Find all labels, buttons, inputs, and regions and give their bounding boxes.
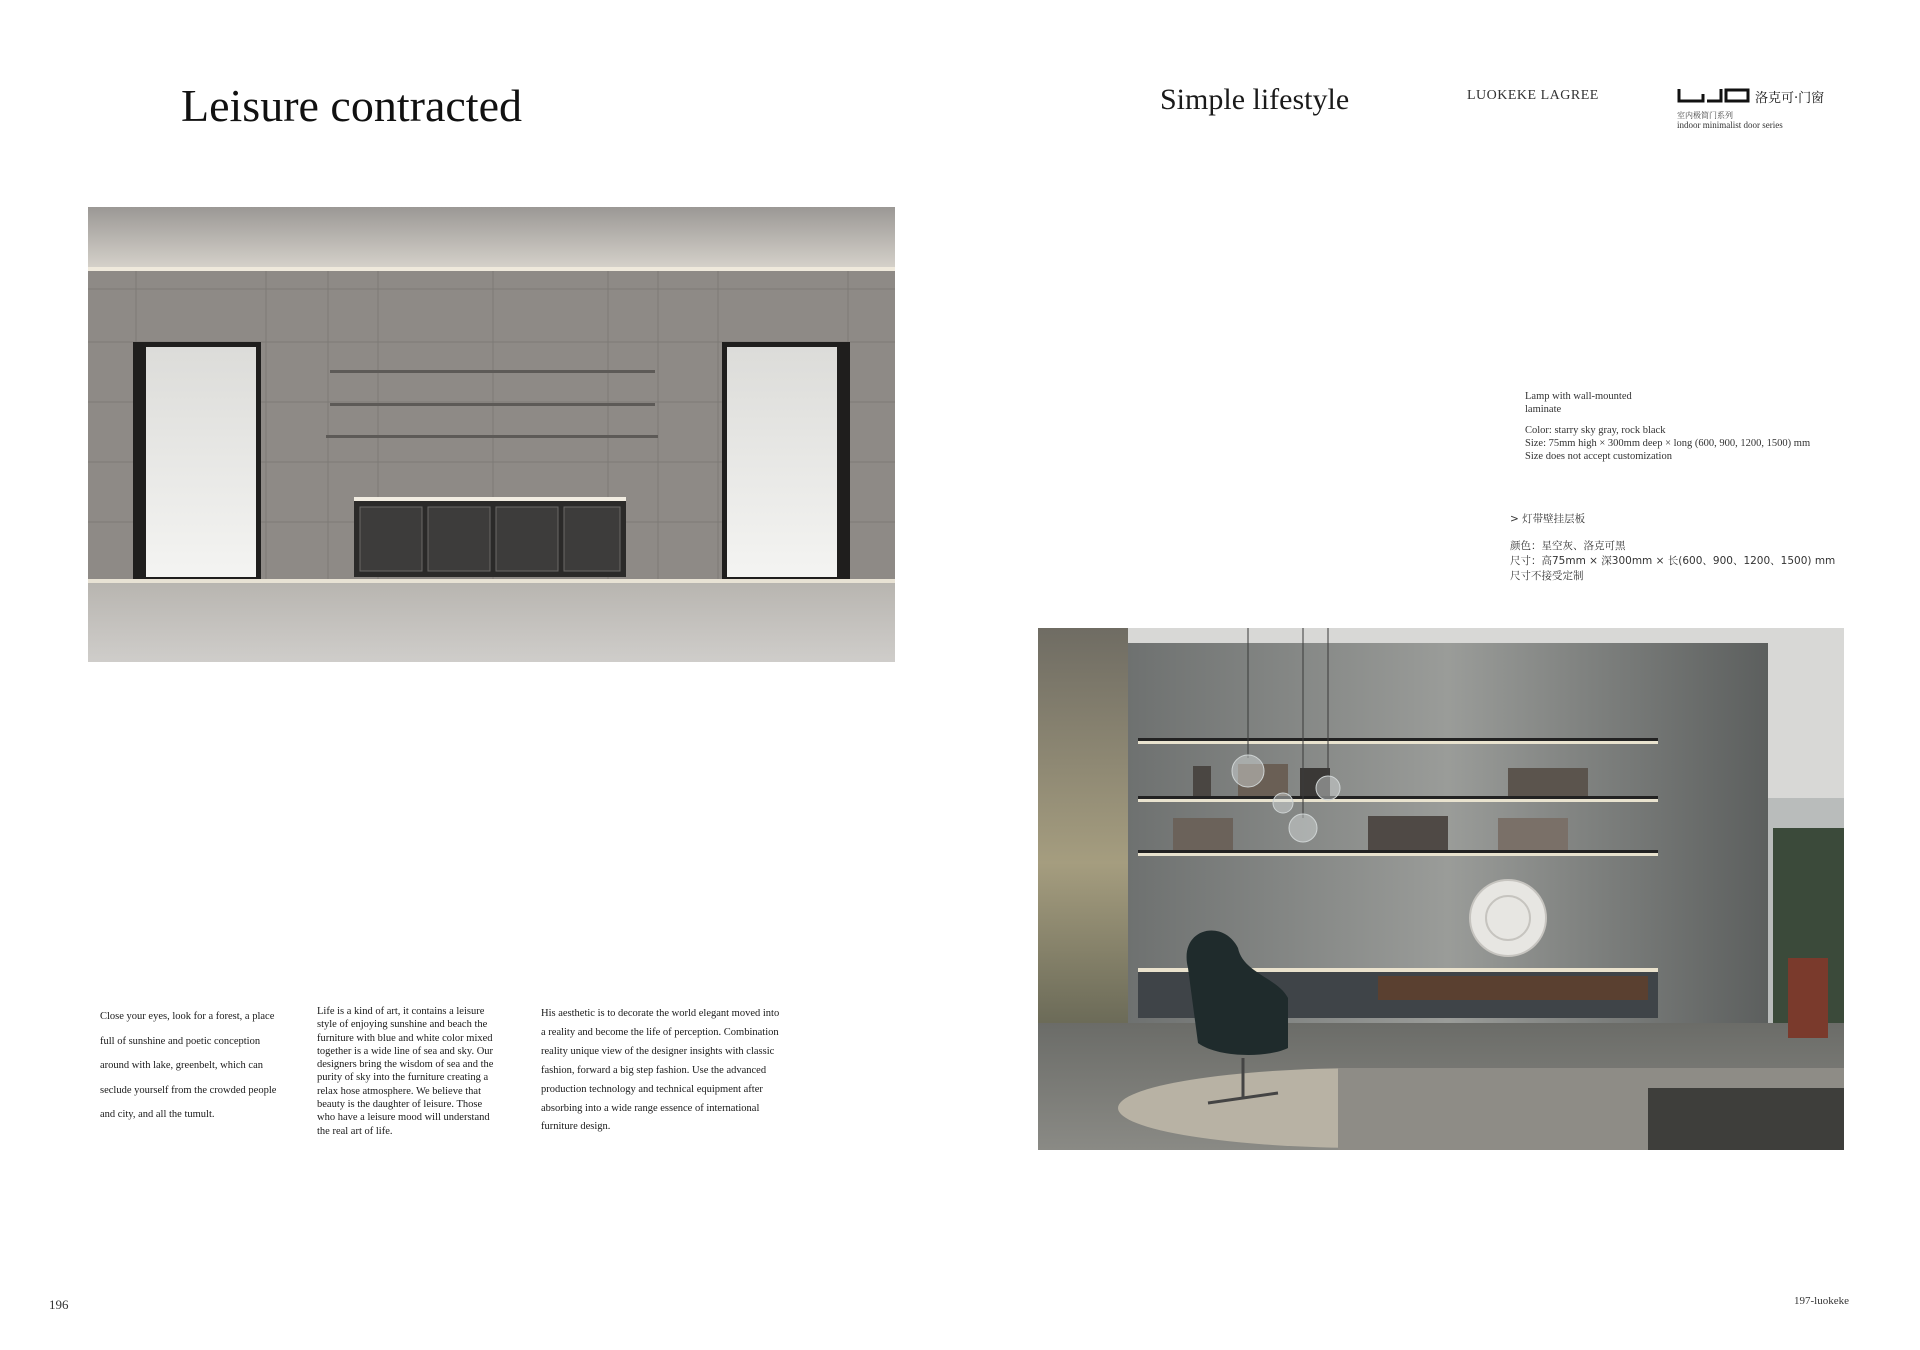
page-title-simple-lifestyle: Simple lifestyle [1160,83,1350,116]
product-spec-chinese [1510,512,1850,584]
body-column-3 [541,1005,786,1137]
spec-note: Size does not accept customization [1525,451,1672,462]
page-title-leisure-contracted: Leisure contracted [181,80,522,131]
spec-color: Color: starry sky gray, rock black [1525,425,1666,436]
paragraph-3: His aesthetic is to decorate the world elegant moved into a reality and become the life of perception. Combination reality unique view of the designer insights with classic fashion, forward a big step fashion. Use the advanced production technology and technical equipment after absorbing into a wide range essence of international furniture design. [541,1008,780,1133]
brand-name: LUOKEKE LAGREE [1467,88,1599,103]
paragraph-1: Close your eyes, look for a forest, a place full of sunshine and poetic conception around with lake, greenbelt, which can seclude yourself from the crowded people and city, and all the tumult. [100,1011,277,1121]
luokeke-logo-icon [1677,86,1751,104]
living-room-photo [1038,628,1844,1150]
logo-chinese-name: 洛克可·门窗 [1755,91,1825,106]
spec-cn-note: 尺寸不接受定制 [1510,570,1584,582]
spec-name-line2: laminate [1525,404,1562,415]
interior-wall-photo [88,207,895,662]
logo-subtitle-en: indoor minimalist door series [1677,120,1783,130]
spec-name-line1: Lamp with wall-mounted [1525,391,1632,402]
page-number-right: 197-luokeke [1794,1295,1849,1307]
brand-logo [1677,86,1837,136]
wall-photo-illustration [88,207,895,662]
spec-cn-color: 颜色：星空灰、洛克可黑 [1510,540,1626,552]
page-number-left: 196 [49,1297,69,1312]
living-room-illustration [1038,628,1844,1150]
logo-subtitle-cn: 室内极简门系列 [1677,111,1733,120]
body-column-2 [317,1005,495,1138]
spec-cn-name: > 灯带壁挂层板 [1510,513,1586,525]
paragraph-2: Life is a kind of art, it contains a leisure style of enjoying sunshine and beach the furniture with blue and white color mixed together is a wide line of sea and sky. Our designers bring the wisdom of sea and the purity of sky into the furniture creating a relax hose atmosphere. We believe that beauty is the daughter of leisure. Those who have a leisure mood will understand the real art of life. [317,1006,494,1137]
product-spec-english [1525,390,1855,463]
body-column-1 [100,1005,290,1128]
spec-size: Size: 75mm high × 300mm deep × long (600, 900, 1200, 1500) mm [1525,438,1811,449]
spec-cn-size: 尺寸：高75mm × 深300mm × 长(600、900、1200、1500) mm [1510,555,1836,567]
